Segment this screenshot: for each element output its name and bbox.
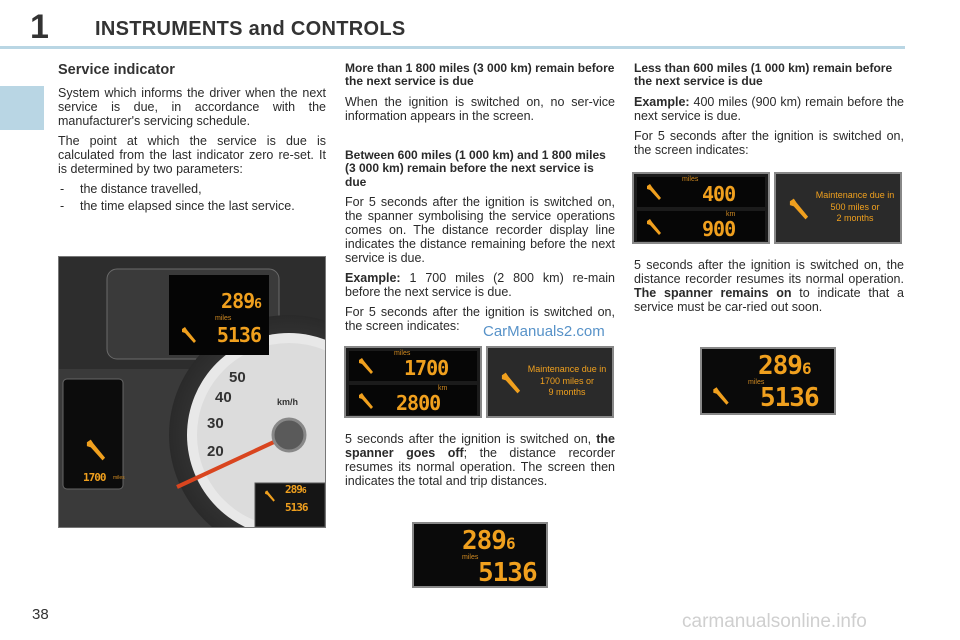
wrench-icon	[498, 370, 524, 396]
maintenance-message-text: Maintenance due in 500 miles or 2 months	[815, 190, 895, 224]
maintenance-message-text: Maintenance due in 1700 miles or 9 months	[527, 364, 607, 398]
display-trip: 2896	[758, 351, 811, 381]
display-value: 1700	[404, 356, 449, 380]
subheading: More than 1 800 miles (3 000 km) remain before the next service is due	[345, 61, 615, 89]
column-3	[634, 62, 904, 163]
chapter-side-tab	[0, 86, 44, 130]
speed-tick-label: 30	[207, 415, 224, 432]
column-1	[58, 62, 326, 216]
header-rule	[0, 46, 905, 49]
display-value: 2800	[396, 391, 441, 415]
unit-label: miles	[682, 176, 699, 183]
service-display-400	[632, 172, 770, 244]
speed-tick-label: 50	[229, 369, 246, 386]
maintenance-message-1700	[486, 346, 614, 418]
paragraph: System which informs the driver when the next service is due, in accordance with the manufacturer's servicing schedule.	[58, 86, 326, 129]
unit-label: miles	[462, 554, 479, 561]
paragraph: Example: 400 miles (900 km) remain before the next service is due.	[634, 94, 904, 123]
paragraph: Example: 1 700 miles (2 800 km) re-main before the next service is due.	[345, 271, 615, 300]
column-3-after	[634, 258, 904, 320]
wrench-icon	[83, 437, 109, 463]
display-trip: 2896	[462, 526, 515, 556]
wrench-icon	[644, 217, 664, 237]
paragraph: When the ignition is switched on, no ser-vice information appears in the screen.	[345, 94, 615, 123]
paragraph: For 5 seconds after the ignition is switched on, the screen indicates:	[634, 128, 904, 157]
subheading: Between 600 miles (1 000 km) and 1 800 miles (3 000 km) remain before the next service is due	[345, 147, 606, 189]
chapter-title: INSTRUMENTS and CONTROLS	[95, 18, 406, 40]
cluster-lower-total: 5136	[285, 501, 308, 514]
list-item: - the time elapsed since the last service.	[58, 199, 326, 213]
cluster-small-value: 1700	[83, 471, 106, 484]
unit-label: miles	[748, 379, 765, 386]
cluster-upper-total: 5136	[216, 323, 261, 347]
section-title: Service indicator	[58, 62, 175, 78]
display-value: 400	[702, 182, 736, 206]
cluster-upper-unit: miles	[215, 315, 232, 322]
wrench-icon	[179, 325, 199, 345]
normal-display-mid	[412, 522, 548, 588]
wrench-icon	[710, 385, 732, 407]
footer-watermark: carmanualsonline.info	[682, 611, 867, 632]
cluster-small-unit: miles	[113, 475, 125, 481]
unit-label: miles	[394, 350, 411, 357]
wrench-icon	[356, 391, 376, 411]
display-total: 5136	[478, 558, 537, 588]
list-item: - the distance travelled,	[58, 182, 326, 196]
display-value: 900	[702, 217, 736, 241]
column-2	[345, 62, 615, 339]
watermark: CarManuals2.com	[483, 323, 605, 340]
cluster-lower-trip: 2896	[285, 483, 306, 496]
paragraph: For 5 seconds after the ignition is switched on, the spanner symbolising the service operations comes on. The distance recorder display line indicates the distance remaining before the next service is due.	[345, 195, 615, 266]
cluster-upper-trip: 2896	[221, 289, 261, 313]
paragraph: 5 seconds after the ignition is switched on, the distance recorder resumes its normal operation. The spanner remains on to indicate that a service must be car-ried out soon.	[634, 258, 905, 314]
instrument-cluster-photo	[58, 256, 326, 528]
cluster-upper-display	[169, 275, 269, 355]
service-display-1700	[344, 346, 482, 418]
parameter-list	[58, 182, 326, 213]
column-2-after	[345, 432, 615, 494]
page-number: 38	[32, 606, 49, 623]
wrench-icon	[263, 489, 277, 503]
wrench-icon	[356, 356, 376, 376]
paragraph: 5 seconds after the ignition is switched on, the spanner goes off; the distance recorder resumes its normal operation. The screen then indicates the total and trip distances.	[345, 432, 615, 488]
paragraph: For 5 seconds after the ignition is switched on, the screen indicates:	[345, 305, 615, 334]
wrench-icon	[644, 182, 664, 202]
normal-display-spanner	[700, 347, 836, 415]
paragraph: The point at which the service is due is calculated from the last indicator zero re-set. It is determined by two parameters:	[58, 134, 326, 177]
speed-tick-label: 20	[207, 443, 224, 460]
wrench-icon	[786, 196, 812, 222]
maintenance-message-400	[774, 172, 902, 244]
speed-unit-label: km/h	[277, 397, 299, 407]
unit-label: km	[726, 211, 736, 218]
subheading: Less than 600 miles (1 000 km) remain before the next service is due	[634, 61, 893, 89]
unit-label: km	[438, 385, 448, 392]
chapter-number: 1	[30, 8, 49, 46]
speed-tick-label: 40	[215, 389, 232, 406]
display-total: 5136	[760, 383, 819, 413]
